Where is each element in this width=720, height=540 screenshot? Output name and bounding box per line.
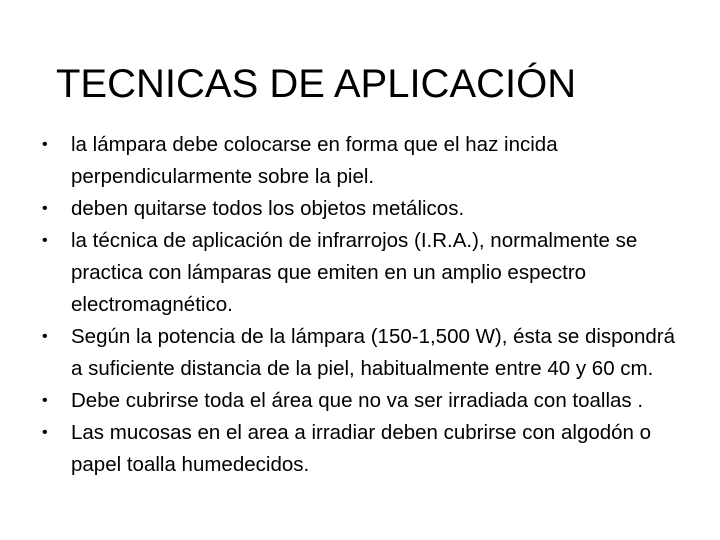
bullet-text: Según la potencia de la lámpara (150-1,500 W), ésta se dispondrá a suficiente distancia de la piel, habitualmente entre 40 y 60 cm.: [71, 325, 675, 380]
bullet-item: [42, 225, 692, 321]
bullet-text: Debe cubrirse toda el área que no va ser irradiada con toallas .: [71, 389, 644, 412]
bullet-text: Las mucosas en el area a irradiar deben cubrirse con algodón o papel toalla humedecidos.: [71, 421, 652, 476]
bullet-text: la lámpara debe colocarse en forma que el haz incida perpendicularmente sobre la piel.: [71, 133, 558, 188]
slide-title: TECNICAS DE APLICACIÓN: [56, 62, 577, 106]
bullet-item: [42, 385, 692, 417]
bullet-icon: •: [42, 232, 48, 249]
bullet-item: [42, 129, 692, 193]
bullet-item: [42, 193, 692, 225]
bullet-item: [42, 321, 692, 385]
bullet-icon: •: [42, 424, 48, 441]
bullet-icon: •: [42, 392, 48, 409]
bullet-icon: •: [42, 200, 48, 217]
bullet-item: [42, 417, 692, 481]
bullet-list: [42, 129, 692, 481]
bullet-text: deben quitarse todos los objetos metálicos.: [71, 197, 465, 220]
bullet-icon: •: [42, 328, 48, 345]
bullet-text: la técnica de aplicación de infrarrojos (I.R.A.), normalmente se practica con lámparas que emiten en un amplio espectro electromagnético.: [71, 229, 638, 316]
bullet-icon: •: [42, 136, 48, 153]
